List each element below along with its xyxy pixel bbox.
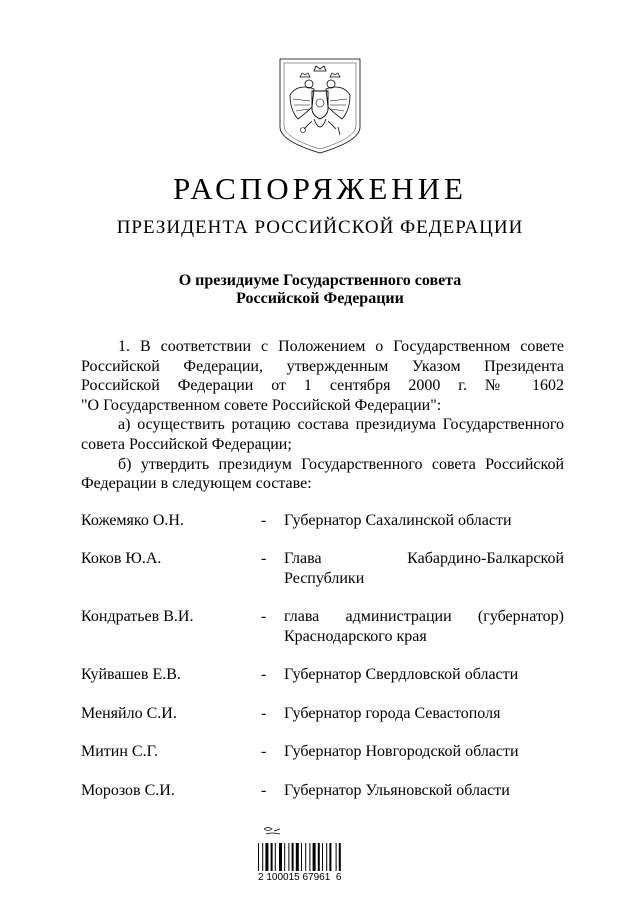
- member-position: Губернатор Ульяновской области: [284, 782, 510, 799]
- member-dash: -: [261, 705, 267, 722]
- paragraph-a-line-2: совета Российской Федерации;: [81, 435, 292, 453]
- issuer-subtitle: ПРЕЗИДЕНТА РОССИЙСКОЙ ФЕДЕРАЦИИ: [116, 217, 524, 238]
- member-name: Коков Ю.А.: [81, 550, 162, 567]
- paragraph-1-line-1: 1. В соответствии с Положением о Государственном совете: [118, 338, 564, 355]
- member-position: глава администрации (губернатор) Краснодарского края: [284, 608, 564, 645]
- paragraph-1-line-4: "О Государственном совете Российской Федерации":: [81, 396, 442, 414]
- paragraph-1-line-3: Российской Федерации от 1 сентября 2000 г. № 1602: [81, 377, 564, 395]
- paragraph-b-line-2: Федерации в следующем составе:: [81, 475, 312, 493]
- member-name: Куйвашев Е.В.: [81, 666, 181, 683]
- subject-line-2: Российской Федерации: [236, 290, 404, 307]
- member-position: Губернатор Свердловской области: [284, 666, 519, 683]
- paragraph-1-line-2: Российской Федерации, утвержденным Указом Президента: [81, 357, 564, 375]
- member-dash: -: [261, 550, 267, 567]
- member-position: Губернатор Новгородской области: [284, 743, 519, 760]
- paragraph-b-line-1: б) утвердить президиум Государственного совета Российской: [118, 455, 564, 473]
- member-dash: -: [261, 608, 267, 625]
- member-position: Губернатор города Севастополя: [284, 705, 501, 722]
- member-position: Губернатор Сахалинской области: [284, 512, 512, 529]
- barcode-number: 2 100015 67961 6: [258, 872, 342, 883]
- document-body: [81, 337, 564, 494]
- member-dash: -: [261, 512, 267, 529]
- paragraph-a-line-1: а) осуществить ротацию состава президиума Государственного: [118, 416, 564, 434]
- member-name: Кондратьев В.И.: [81, 608, 194, 625]
- member-dash: -: [261, 782, 267, 799]
- document-type-title: РАСПОРЯЖЕНИЕ: [173, 171, 467, 206]
- coat-of-arms-emblem: [276, 55, 364, 155]
- member-position: Глава Кабардино-Балкарской Республики: [284, 550, 564, 587]
- member-name: Кожемяко О.Н.: [81, 512, 184, 529]
- member-name: Меняйло С.И.: [81, 705, 177, 722]
- member-name: Митин С.Г.: [81, 743, 159, 760]
- member-name: Морозов С.И.: [81, 782, 175, 799]
- document-subject: [0, 272, 640, 308]
- member-dash: -: [261, 743, 267, 760]
- subject-line-1: О президиуме Государственного совета: [178, 272, 462, 289]
- member-dash: -: [261, 666, 267, 683]
